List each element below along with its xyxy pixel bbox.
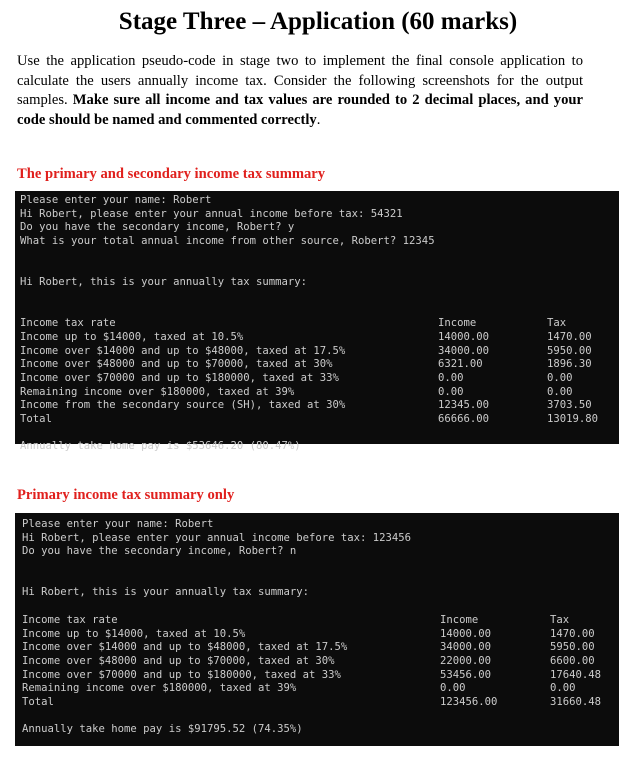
row-rate: Remaining income over $180000, taxed at 39% — [22, 682, 297, 695]
row-income: 53456.00 — [440, 668, 492, 681]
prompt-income: Hi Robert, please enter your annual income before tax: 54321 — [20, 207, 403, 220]
row-tax: 17640.48 — [550, 668, 602, 681]
row-rate: Income over $48000 and up to $70000, taxed at 30% — [22, 654, 335, 667]
header-income: Income — [438, 317, 477, 330]
table-row — [22, 655, 619, 669]
row-rate: Total — [22, 695, 54, 708]
row-tax: 3703.50 — [547, 399, 592, 412]
table-row — [22, 682, 619, 696]
table-row — [20, 399, 619, 413]
prompt-name: Please enter your name: Robert — [22, 518, 214, 530]
row-tax: 0.00 — [550, 682, 576, 695]
row-income: 34000.00 — [440, 641, 492, 654]
table-row — [20, 386, 619, 400]
table-row — [22, 641, 619, 655]
summary-line: Hi Robert, this is your annually tax summary: — [20, 276, 308, 289]
row-rate: Income over $70000 and up to $180000, taxed at 33% — [20, 371, 339, 384]
table-row — [20, 331, 619, 345]
row-income: 6321.00 — [438, 358, 483, 371]
row-rate: Income from the secondary source (SH), taxed at 30% — [20, 399, 346, 412]
row-tax: 13019.80 — [547, 413, 599, 425]
row-income: 0.00 — [438, 371, 464, 384]
row-income: 14000.00 — [440, 627, 492, 640]
row-tax: 1470.00 — [550, 627, 595, 640]
row-rate: Income over $14000 and up to $48000, taxed at 17.5% — [20, 344, 346, 357]
row-tax: 0.00 — [547, 371, 573, 384]
row-rate: Income over $48000 and up to $70000, taxed at 30% — [20, 358, 333, 371]
section2-heading: Primary income tax summary only — [17, 487, 235, 503]
intro-text: Use the application pseudo-code in stage two to implement the final console application to calculate the users annually income tax. Consider the following screenshots for the output samples. — [17, 53, 583, 108]
row-income: 123456.00 — [440, 695, 498, 708]
row-income: 0.00 — [440, 682, 466, 695]
row-income: 12345.00 — [438, 399, 490, 412]
header-tax: Tax — [547, 317, 567, 330]
row-tax: 5950.00 — [547, 344, 592, 357]
row-income: 66666.00 — [438, 413, 490, 425]
row-income: 14000.00 — [438, 330, 490, 343]
table-total-row — [22, 696, 619, 710]
row-rate: Total — [20, 413, 52, 425]
header-rate: Income tax rate — [22, 613, 118, 626]
row-tax: 1896.30 — [547, 358, 592, 371]
intro-bold-text: Make sure all income and tax values are rounded to 2 decimal places, and your code should be named and commented correctly — [17, 92, 583, 128]
summary-line: Hi Robert, this is your annually tax summary: — [22, 586, 310, 599]
intro-paragraph — [17, 52, 583, 130]
table-row — [20, 345, 619, 359]
table-header — [22, 614, 619, 628]
row-tax: 0.00 — [547, 385, 573, 398]
table-header — [20, 317, 619, 331]
header-tax: Tax — [550, 613, 570, 626]
table-total-row — [20, 413, 619, 427]
header-income: Income — [440, 613, 479, 626]
row-income: 22000.00 — [440, 654, 492, 667]
take-home-line: Annually take home pay is $53646.20 (80.47%) — [20, 440, 301, 453]
prompt-secondary: Do you have the secondary income, Robert? y — [20, 221, 295, 234]
row-tax: 5950.00 — [550, 641, 595, 654]
take-home-line: Annually take home pay is $91795.52 (74.35%) — [22, 723, 303, 736]
intro-end: . — [316, 111, 321, 128]
header-rate: Income tax rate — [20, 317, 116, 330]
section1-heading: The primary and secondary income tax summary — [17, 166, 326, 182]
table-row — [22, 628, 619, 642]
prompt-secondary: Do you have the secondary income, Robert? n — [22, 545, 297, 558]
row-tax: 1470.00 — [547, 330, 592, 343]
table-row — [20, 372, 619, 386]
row-income: 34000.00 — [438, 344, 490, 357]
table-row — [20, 358, 619, 372]
prompt-income: Hi Robert, please enter your annual income before tax: 123456 — [22, 531, 412, 544]
prompt-name: Please enter your name: Robert — [20, 194, 212, 206]
row-rate: Income over $14000 and up to $48000, taxed at 17.5% — [22, 641, 348, 654]
row-income: 0.00 — [438, 385, 464, 398]
row-rate: Income up to $14000, taxed at 10.5% — [20, 330, 244, 343]
row-tax: 31660.48 — [550, 695, 602, 708]
row-rate: Income up to $14000, taxed at 10.5% — [22, 627, 246, 640]
row-tax: 6600.00 — [550, 654, 595, 667]
prompt-other-income: What is your total annual income from other source, Robert? 12345 — [20, 235, 435, 248]
table-row — [22, 669, 619, 683]
row-rate: Income over $70000 and up to $180000, taxed at 33% — [22, 668, 341, 681]
console-screenshot-primary-only — [15, 513, 619, 746]
row-rate: Remaining income over $180000, taxed at 39% — [20, 385, 295, 398]
page-title: Stage Three – Application (60 marks) — [118, 8, 518, 35]
console-screenshot-primary-secondary — [15, 191, 619, 453]
